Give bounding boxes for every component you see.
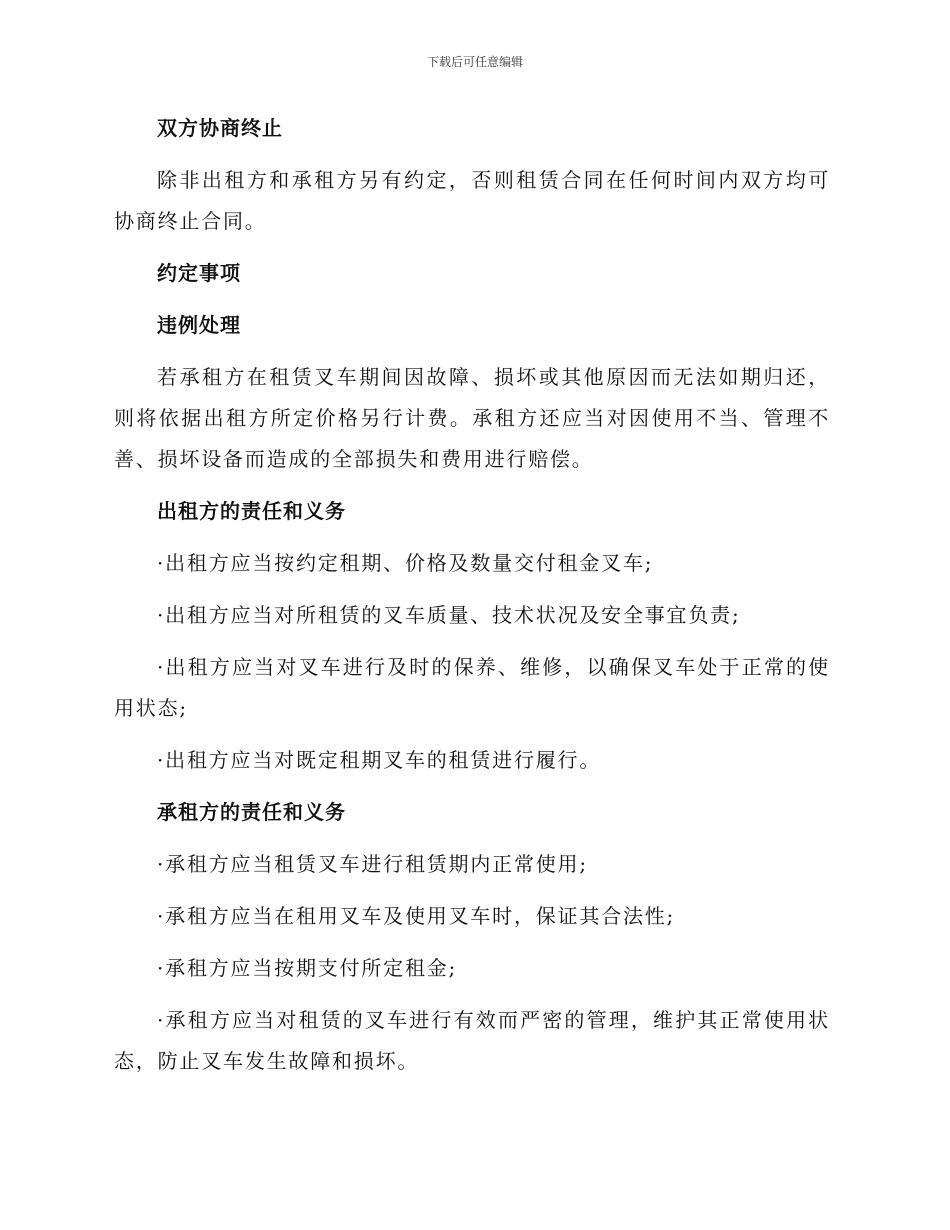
section-heading-violation-handling: 违例处理 — [157, 313, 241, 337]
list-item: ·承租方应当对租赁的叉车进行有效而严密的管理，维护其正常使用状态，防止叉车发生故障和损坏。 — [114, 1008, 830, 1073]
paragraph-violation-handling: 若承租方在租赁叉车期间因故障、损坏或其他原因而无法如期归还，则将依据出租方所定价格另行计费。承租方还应当对因使用不当、管理不善、损坏设备而造成的全部损失和费用进行赔偿。 — [114, 365, 830, 471]
section-heading-mutual-termination: 双方协商终止 — [157, 116, 283, 140]
list-item: ·出租方应当对既定租期叉车的租赁进行履行。 — [157, 748, 602, 772]
list-item: ·出租方应当按约定租期、价格及数量交付租金叉车; — [157, 551, 654, 575]
paragraph-mutual-termination: 除非出租方和承租方另有约定，否则租赁合同在任何时间内双方均可协商终止合同。 — [114, 168, 830, 233]
section-heading-lessor-duties: 出租方的责任和义务 — [157, 499, 346, 523]
section-heading-lessee-duties: 承租方的责任和义务 — [157, 800, 346, 824]
list-item: ·承租方应当租赁叉车进行租赁期内正常使用; — [157, 852, 588, 876]
page-header: 下载后可任意编辑 — [426, 55, 523, 69]
document-body — [114, 108, 830, 1093]
section-heading-agreed-matters: 约定事项 — [157, 261, 241, 285]
list-item: ·承租方应当按期支付所定租金; — [157, 956, 458, 980]
list-item: ·承租方应当在租用叉车及使用叉车时，保证其合法性; — [157, 904, 676, 928]
list-item: ·出租方应当对所租赁的叉车质量、技术状况及安全事宜负责; — [157, 603, 741, 627]
list-item: ·出租方应当对叉车进行及时的保养、维修，以确保叉车处于正常的使用状态; — [114, 655, 830, 720]
